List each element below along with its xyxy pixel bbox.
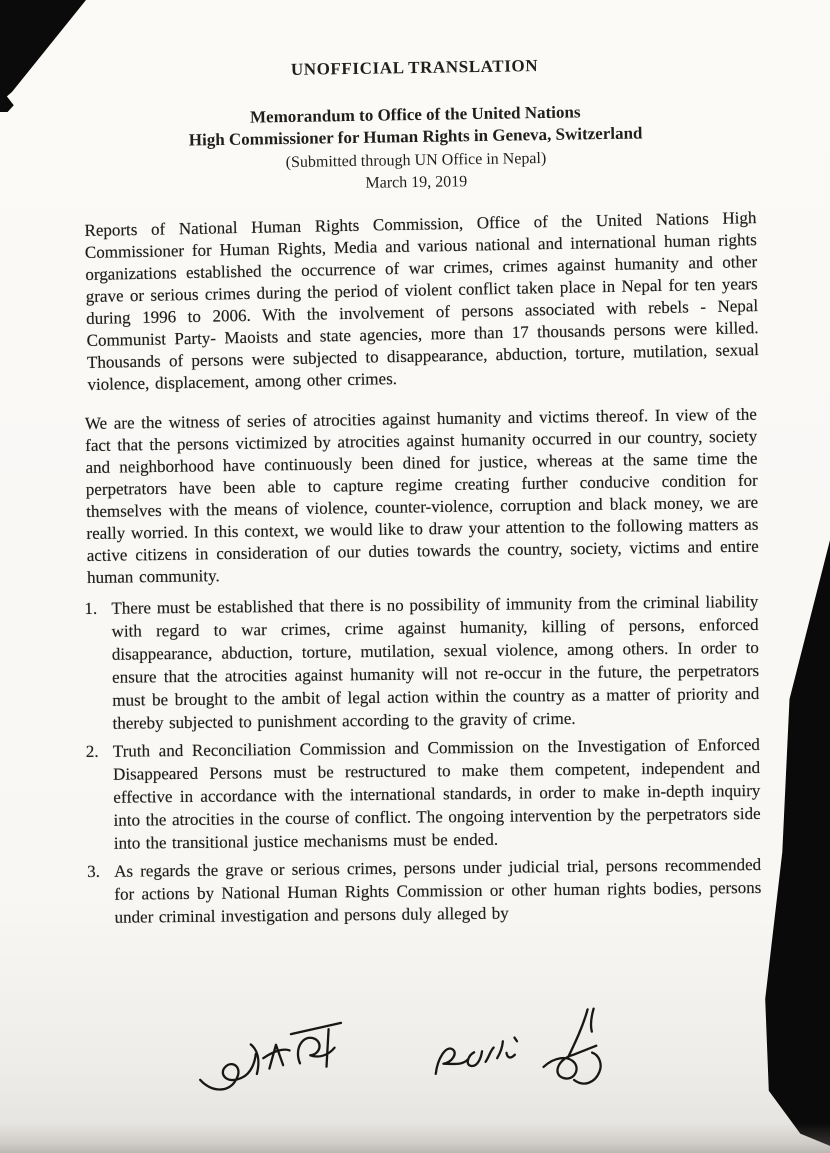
handwritten-signature-2 [422,1025,532,1092]
signature-row [0,1002,830,1112]
paragraph-2: We are the witness of series of atrocities against humanity and victims thereof. In view of the fact that the persons victimized by atrocities against humanity occurred in our country, society and neighborhood have continuously been dined for justice, whereas at the same time the perpetrators have been able to capture regime creating further conducive condition for themselves with the means of violence, counter-violence, corruption and black money, we are really worried. In this context, we would like to draw your attention to the following matters as active citizens in consideration of our duties towards the country, society, victims and entire human community. [84,404,759,587]
list-item-2-text: Truth and Reconciliation Commission and Commission on the Investigation of Enforced Disappeared Persons must be restructured to make them competent, independent and effective in accordance with the international standards, in order to make in-depth inquiry into the atrocities in the course of conflict. The ongoing intervention by the perpetrators side into the transitional justice mechanisms must be ended. [112,734,761,853]
submission-note: (Submitted through UN Office in Nepal) [285,149,547,172]
list-item-1 [84,590,759,735]
list-item-3-number: 3. [87,861,100,881]
document-date: March 19, 2019 [365,173,468,192]
memo-heading-line-1: Memorandum to Office of the United Nations [249,102,581,127]
handwritten-signature-3 [528,1002,621,1106]
scan-bottom-shading [0,1123,830,1153]
list-item-2 [86,733,761,855]
handwritten-signature-1 [191,1018,358,1111]
list-item-3 [87,853,762,929]
memo-heading-line-2: High Commissioner for Human Rights in Geneva, Switzerland [188,123,643,150]
paragraph-1: Reports of National Human Rights Commission, Office of the United Nations High Commissioner for Human Rights, Media and various national and international human rights organizations established the occurrence of war crimes, crimes against humanity and other grave or serious crimes during the period of violent conflict taken place in Nepal for ten years during 1996 to 2006. With the involvement of persons associated with rebels - Nepal Communist Party- Maoists and state agencies, more than 17 thousands persons were killed. Thousands of persons were subjected to disappearance, abduction, torture, mutilation, sexual violence, displacement, among other crimes. [84,208,760,394]
list-item-1-number: 1. [84,598,98,619]
numbered-list [84,590,761,929]
document-header [0,0,830,201]
list-item-2-number: 2. [85,741,99,762]
document-title: UNOFFICIAL TRANSLATION [290,56,539,79]
list-item-3-text: As regards the grave or serious crimes, persons under judicial trial, persons recommended for actions by National Human Rights Commission or other human rights bodies, persons under criminal investigation and persons duly alleged by [114,854,762,927]
list-item-1-text: There must be established that there is no possibility of immunity from the criminal liability with regard to war crimes, crime against humanity, killing of persons, enforced disappearance, abduction, torture, mutilation, sexual violence, among others. In order to ensure that the atrocities against humanity will not re-occur in the future, the perpetrators must be brought to the ambit of legal action within the country as a matter of priority and thereby subjected to punishment according to the gravity of crime. [111,591,760,733]
